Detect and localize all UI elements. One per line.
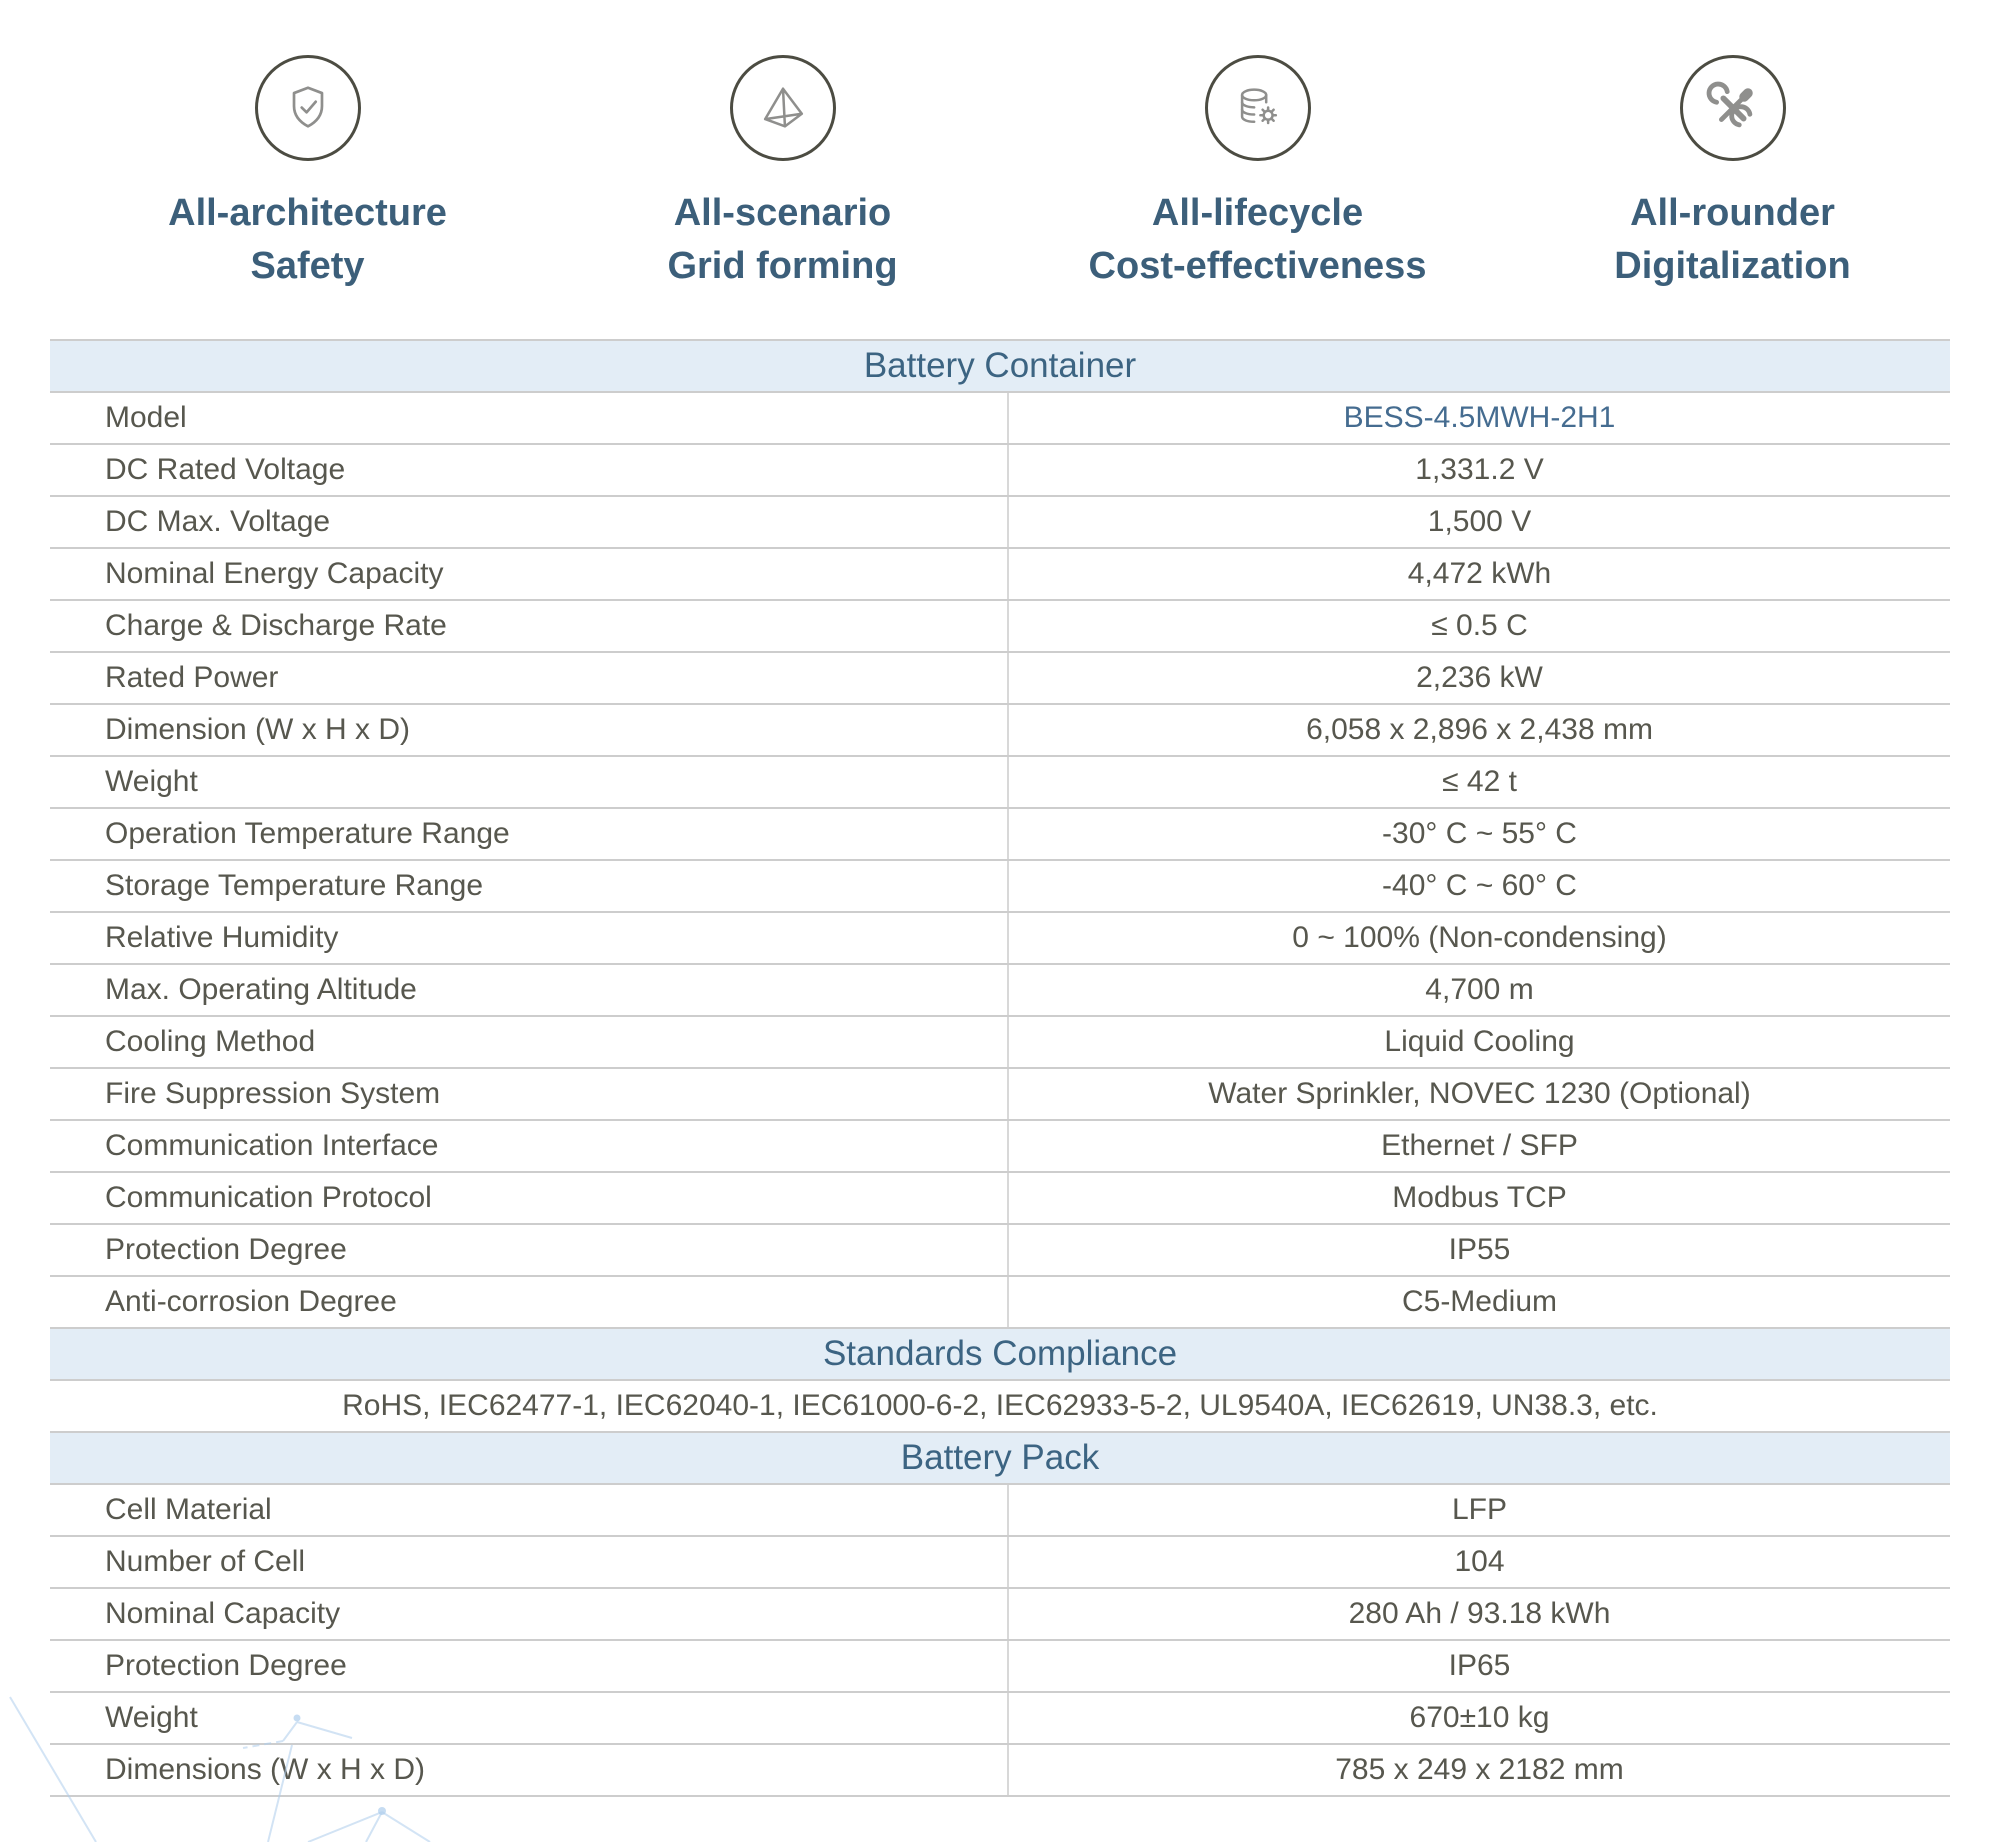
spec-row	[50, 703, 1950, 755]
spec-row-value: 1,331.2 V	[1007, 445, 1950, 495]
feature-caption-line1: All-scenario	[673, 192, 892, 234]
spec-row-value: 104	[1007, 1537, 1950, 1587]
spec-row-label: Anti-corrosion Degree	[105, 1285, 397, 1318]
spec-row-value: 280 Ah / 93.18 kWh	[1007, 1589, 1950, 1639]
shield-check-icon	[255, 55, 361, 161]
spec-row	[50, 1015, 1950, 1067]
section-header: Battery Container	[50, 339, 1950, 391]
spec-row-label: Communication Protocol	[105, 1181, 432, 1214]
spec-row	[50, 1171, 1950, 1223]
spec-row	[50, 1067, 1950, 1119]
spec-row	[50, 1483, 1950, 1535]
spec-row	[50, 1691, 1950, 1743]
spec-row-label: Nominal Energy Capacity	[105, 557, 444, 590]
feature-caption-line1: All-lifecycle	[1151, 192, 1364, 234]
spec-row-label: Number of Cell	[105, 1545, 306, 1578]
spec-row	[50, 599, 1950, 651]
spec-row	[50, 963, 1950, 1015]
spec-row-value: BESS-4.5MWH-2H1	[1007, 393, 1950, 443]
database-gear-icon	[1205, 55, 1311, 161]
spec-row-value: ≤ 42 t	[1007, 757, 1950, 807]
spec-row-label: Protection Degree	[105, 1649, 347, 1682]
spec-row-value: 4,700 m	[1007, 965, 1950, 1015]
spec-table	[50, 339, 1950, 1797]
pyramid-icon	[730, 55, 836, 161]
feature-item	[70, 55, 545, 293]
spec-row-value: ≤ 0.5 C	[1007, 601, 1950, 651]
spec-row	[50, 391, 1950, 443]
spec-row-value: 785 x 249 x 2182 mm	[1007, 1745, 1950, 1795]
spec-row-value: Liquid Cooling	[1007, 1017, 1950, 1067]
feature-caption-line2: Grid forming	[667, 245, 898, 287]
spec-row	[50, 495, 1950, 547]
spec-row-value: 2,236 kW	[1007, 653, 1950, 703]
spec-row	[50, 1587, 1950, 1639]
feature-highlights	[0, 0, 2000, 293]
spec-row-label: Storage Temperature Range	[105, 869, 484, 902]
spec-row-label: Max. Operating Altitude	[105, 973, 417, 1006]
feature-caption	[70, 187, 545, 293]
feature-caption-line2: Digitalization	[1614, 245, 1851, 287]
spec-row-label: Cell Material	[105, 1493, 272, 1526]
spec-row	[50, 911, 1950, 963]
spec-row-label: Charge & Discharge Rate	[105, 609, 447, 642]
spec-row	[50, 443, 1950, 495]
spec-row-label: Rated Power	[105, 661, 279, 694]
feature-caption	[1495, 187, 1970, 293]
spec-row-value: Ethernet / SFP	[1007, 1121, 1950, 1171]
spec-row-value: 1,500 V	[1007, 497, 1950, 547]
spec-row-value: -40° C ~ 60° C	[1007, 861, 1950, 911]
spec-row-value: LFP	[1007, 1485, 1950, 1535]
feature-caption-line1: All-rounder	[1630, 192, 1835, 234]
spec-row-label: Communication Interface	[105, 1129, 439, 1162]
spec-row	[50, 807, 1950, 859]
spec-row-label: Fire Suppression System	[105, 1077, 441, 1110]
spec-row-label: Dimensions (W x H x D)	[105, 1753, 426, 1786]
spec-row-label: DC Max. Voltage	[105, 505, 331, 538]
standards-row: RoHS, IEC62477-1, IEC62040-1, IEC61000-6-2, IEC62933-5-2, UL9540A, IEC62619, UN38.3, etc.	[50, 1379, 1950, 1431]
spec-row-value: IP55	[1007, 1225, 1950, 1275]
feature-item	[1495, 55, 1970, 293]
spec-row-value: 4,472 kWh	[1007, 549, 1950, 599]
spec-row	[50, 1275, 1950, 1327]
spec-row-label: Model	[105, 401, 187, 434]
spec-row-label: Operation Temperature Range	[105, 817, 510, 850]
spec-row-label: Dimension (W x H x D)	[105, 713, 411, 746]
spec-row	[50, 859, 1950, 911]
section-header: Battery Pack	[50, 1431, 1950, 1483]
spec-row-label: Weight	[105, 765, 198, 798]
spec-row-value: IP65	[1007, 1641, 1950, 1691]
spec-row	[50, 1223, 1950, 1275]
spec-row-value: Modbus TCP	[1007, 1173, 1950, 1223]
spec-row-label: Weight	[105, 1701, 198, 1734]
spec-row-label: DC Rated Voltage	[105, 453, 346, 486]
spec-row	[50, 1639, 1950, 1691]
spec-row-label: Relative Humidity	[105, 921, 339, 954]
spec-row	[50, 1535, 1950, 1587]
spec-row-label: Cooling Method	[105, 1025, 316, 1058]
spec-row-value: 670±10 kg	[1007, 1693, 1950, 1743]
spec-row-value: -30° C ~ 55° C	[1007, 809, 1950, 859]
feature-caption	[545, 187, 1020, 293]
feature-item	[1020, 55, 1495, 293]
spec-row-label: Protection Degree	[105, 1233, 347, 1266]
spec-row	[50, 1743, 1950, 1795]
spec-row-label: Nominal Capacity	[105, 1597, 341, 1630]
spec-row-value: 6,058 x 2,896 x 2,438 mm	[1007, 705, 1950, 755]
feature-caption-line2: Safety	[250, 245, 365, 287]
spec-row	[50, 547, 1950, 599]
spec-row	[50, 755, 1950, 807]
spec-row-value: 0 ~ 100% (Non-condensing)	[1007, 913, 1950, 963]
spec-row-value: Water Sprinkler, NOVEC 1230 (Optional)	[1007, 1069, 1950, 1119]
feature-caption-line2: Cost-effectiveness	[1088, 245, 1427, 287]
feature-caption	[1020, 187, 1495, 293]
feature-item	[545, 55, 1020, 293]
spec-row-value: C5-Medium	[1007, 1277, 1950, 1327]
feature-caption-line1: All-architecture	[168, 192, 447, 234]
spec-row	[50, 1119, 1950, 1171]
tools-icon	[1680, 55, 1786, 161]
spec-row	[50, 651, 1950, 703]
section-header: Standards Compliance	[50, 1327, 1950, 1379]
